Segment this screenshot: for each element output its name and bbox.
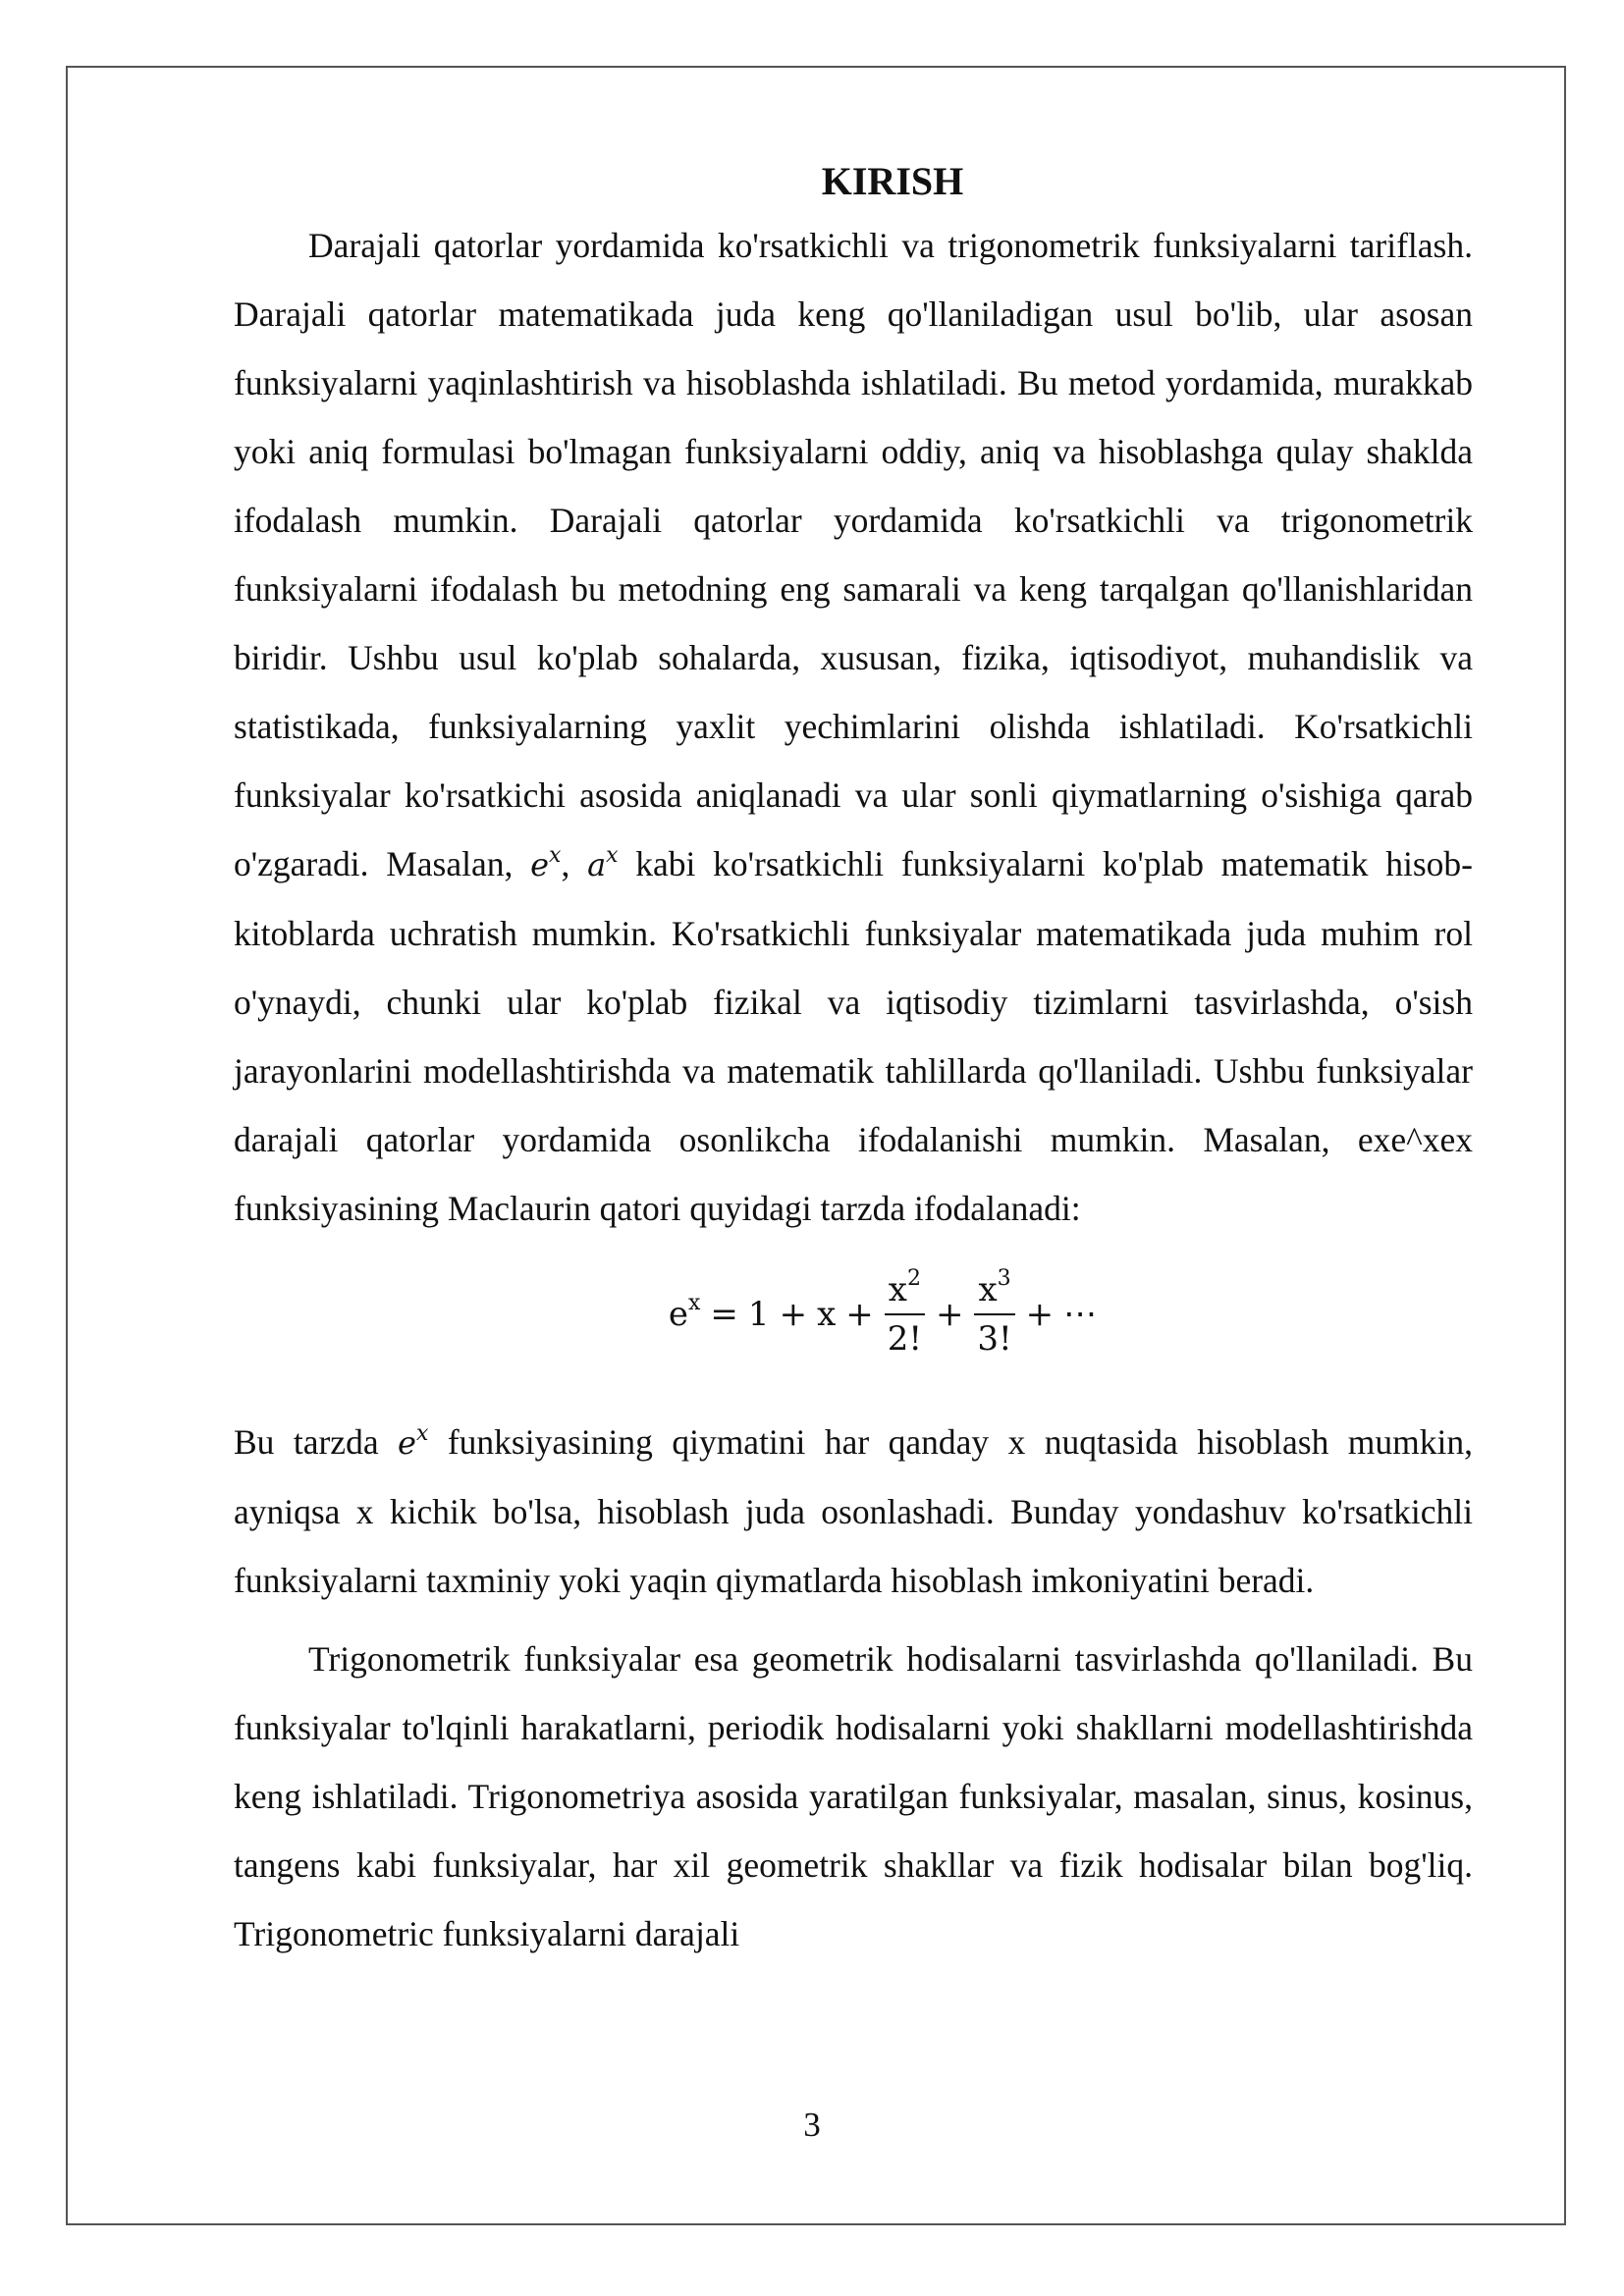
paragraph-intro-text-a: Darajali qatorlar yordamida ko'rsatkichli va trigonometrik funksiyalarni tariflash. Darajali qatorlar matematikada juda keng qo'llaniladigan usul bo'lib, ular asosan funksiyalarni yaqinlashtirish va hisoblashda ishlatiladi. Bu metod yordamida, murakkab yoki aniq formulasi bo'lmagan funksiyalarni oddiy, aniq va hisoblashga qulay shaklda ifodalash mumkin. Darajali qatorlar yordamida ko'rsatkichli va trigonometrik funksiyalarni ifodalash bu metodning eng samarali va keng tarqalgan qo'llanishlaridan biridir. Ushbu usul ko'plab sohalarda, xususan, fizika, iqtisodiyot, muhandislik va statistikada, funksiyalarning yaxlit yechimlarini olishda ishlatiladi. Ko'rsatkichli funksiyalar ko'rsatkichi asosida aniqlanadi va ular sonli qiymatlarning o'sishiga qarab o'zgaradi. Masalan, (234, 226, 1473, 883)
inline-math-e-power-x: $e^x$ (398, 1421, 429, 1462)
paragraph-trigonometric: Trigonometrik funksiyalar esa geometrik hodisalarni tasvirlashda qo'llaniladi. Bu funksiyalar to'lqinli harakatlarni, periodik hodisalarni yoki shakllarni modellashtirishda keng ishlatiladi. Trigonometriya asosida yaratilgan funksiyalar, masalan, sinus, kosinus, tangens kabi funksiyalar, har xil geometrik shakllar va fizik hodisalar bilan bog'liq. Trigonometric funksiyalarni darajali (234, 1639, 1473, 1953)
formula-term-one: 1 (747, 1295, 770, 1334)
formula-plus: + (935, 1295, 964, 1334)
page-title: KIRISH (821, 159, 964, 203)
formula-fraction-x2: $\frac{x^2}{2!}$ (885, 1268, 925, 1361)
page-number: 3 (803, 2106, 821, 2144)
paragraph-explanation-text-b: funksiyasining qiymatini har qanday x nuqtasida hisoblash mumkin, ayniqsa x kichik bo'lsa, hisoblash juda osonlashadi. Bunday yondashuv ko'rsatkichli funksiyalarni taxminiy yoki yaqin qiymatlarda hisoblash imkoniyatini beradi. (234, 1422, 1474, 1600)
inline-math-e-power-x: $e^x$ (530, 843, 562, 883)
document-body (234, 152, 1473, 1968)
formula-plus: + (845, 1295, 874, 1334)
formula-equals: = (710, 1295, 738, 1334)
comma: , (561, 844, 570, 883)
paragraph-intro-text-b: kabi ko'rsatkichli funksiyalarni ko'plab matematik hisob-kitoblarda uchratish mumkin. Ko'rsatkichli funksiyalar matematikada juda muhim rol o'ynaydi, chunki ular ko'plab fizikal va iqtisodiy tizimlarni tasvirlashda, o'sish jarayonlarini modellashtirishda va matematik tahlillarda qo'llaniladi. Ushbu funksiyalar darajali qatorlar yordamida osonlikcha ifodalanishi mumkin. Masalan, exe^xex funksiyasining Maclaurin qatori quyidagi tarzda ifodalanadi: (234, 844, 1473, 1228)
formula-term-x: x (817, 1295, 837, 1334)
inline-math-a-power-x: $a^x$ (587, 843, 619, 883)
paragraph-intro (234, 211, 1473, 1243)
formula-ellipsis: ⋯ (1063, 1295, 1098, 1334)
formula-plus: + (779, 1295, 808, 1334)
formula-lhs: $e^x$ (668, 1291, 701, 1334)
formula-plus: + (1025, 1295, 1055, 1334)
paragraph-explanation-text-a: Bu tarzda (234, 1422, 379, 1462)
maclaurin-formula (234, 1241, 1473, 1388)
paragraph-explanation (234, 1408, 1473, 1615)
formula-fraction-x3: $\frac{x^3}{3!}$ (974, 1268, 1014, 1361)
